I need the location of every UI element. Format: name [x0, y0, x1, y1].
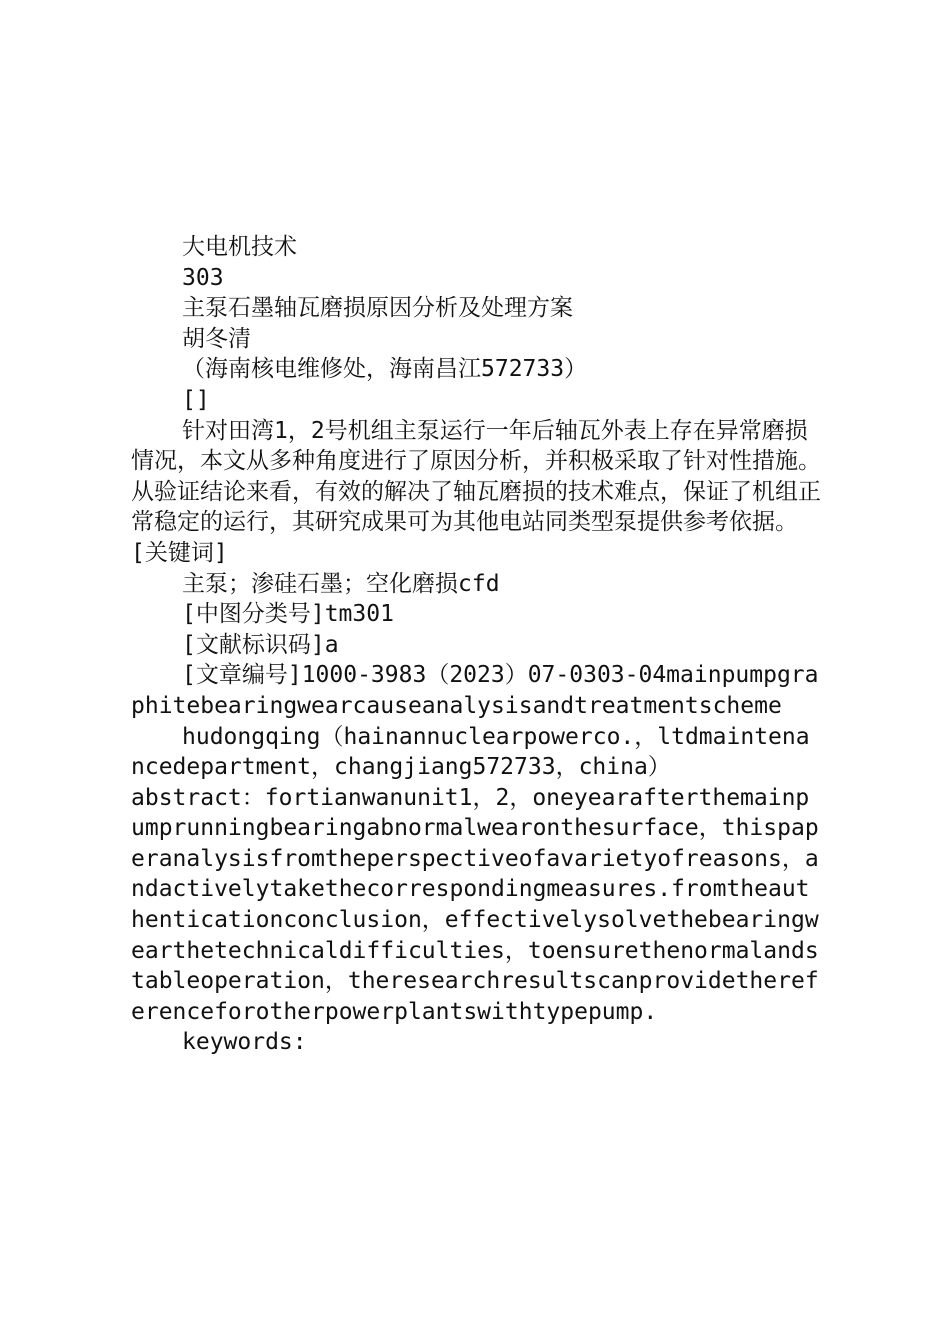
classification-number: [中图分类号]tm301 [182, 601, 394, 628]
author-affiliation: （海南核电维修处，海南昌江572733） [182, 356, 588, 383]
article-number-and-english-title: [文章编号]1000-3983（2023）07-0303-04mainpumpgraphitebearingwearcauseanalysisandtreatmentscheme [131, 662, 819, 719]
author-name: 胡冬清 [182, 325, 251, 352]
page-number: 303 [182, 264, 224, 291]
english-abstract: abstract：fortianwanunit1，2，oneyearafterthemainpumprunningbearingabnormalwearonthesurface，thispaperanalysisfromtheperspectiveofavarietyofreasons，andactivelytakethecorrespondingmeasures.fromtheauthenticationconclusion，effectivelysolvethebearingwearthetechnicaldifficulties，toensurethenormalandstableoperation，theresearchresultscanprovidethereferenceforotherpowerplantswithtypepump. [131, 784, 819, 1025]
english-keywords-label: keywords: [182, 1029, 307, 1056]
chinese-abstract: 针对田湾1，2号机组主泵运行一年后轴瓦外表上存在异常磨损情况，本文从多种角度进行了原因分析，并积极采取了针对性措施。从验证结论来看，有效的解决了轴瓦磨损的技术难点，保证了机组正常稳定的运行，其研究成果可为其他电站同类型泵提供参考依据。[关键词] [131, 417, 821, 566]
empty-bracket: [] [182, 386, 210, 413]
article-title: 主泵石墨轴瓦磨损原因分析及处理方案 [182, 295, 573, 322]
chinese-keywords: 主泵；渗硅石墨；空化磨损cfd [182, 570, 500, 597]
english-author-affiliation: hudongqing（hainannuclearpowerco.，ltdmaintenancedepartment，changjiang572733，china） [131, 723, 810, 781]
document-code: [文献标识码]a [182, 631, 339, 658]
journal-name: 大电机技术 [182, 234, 297, 260]
